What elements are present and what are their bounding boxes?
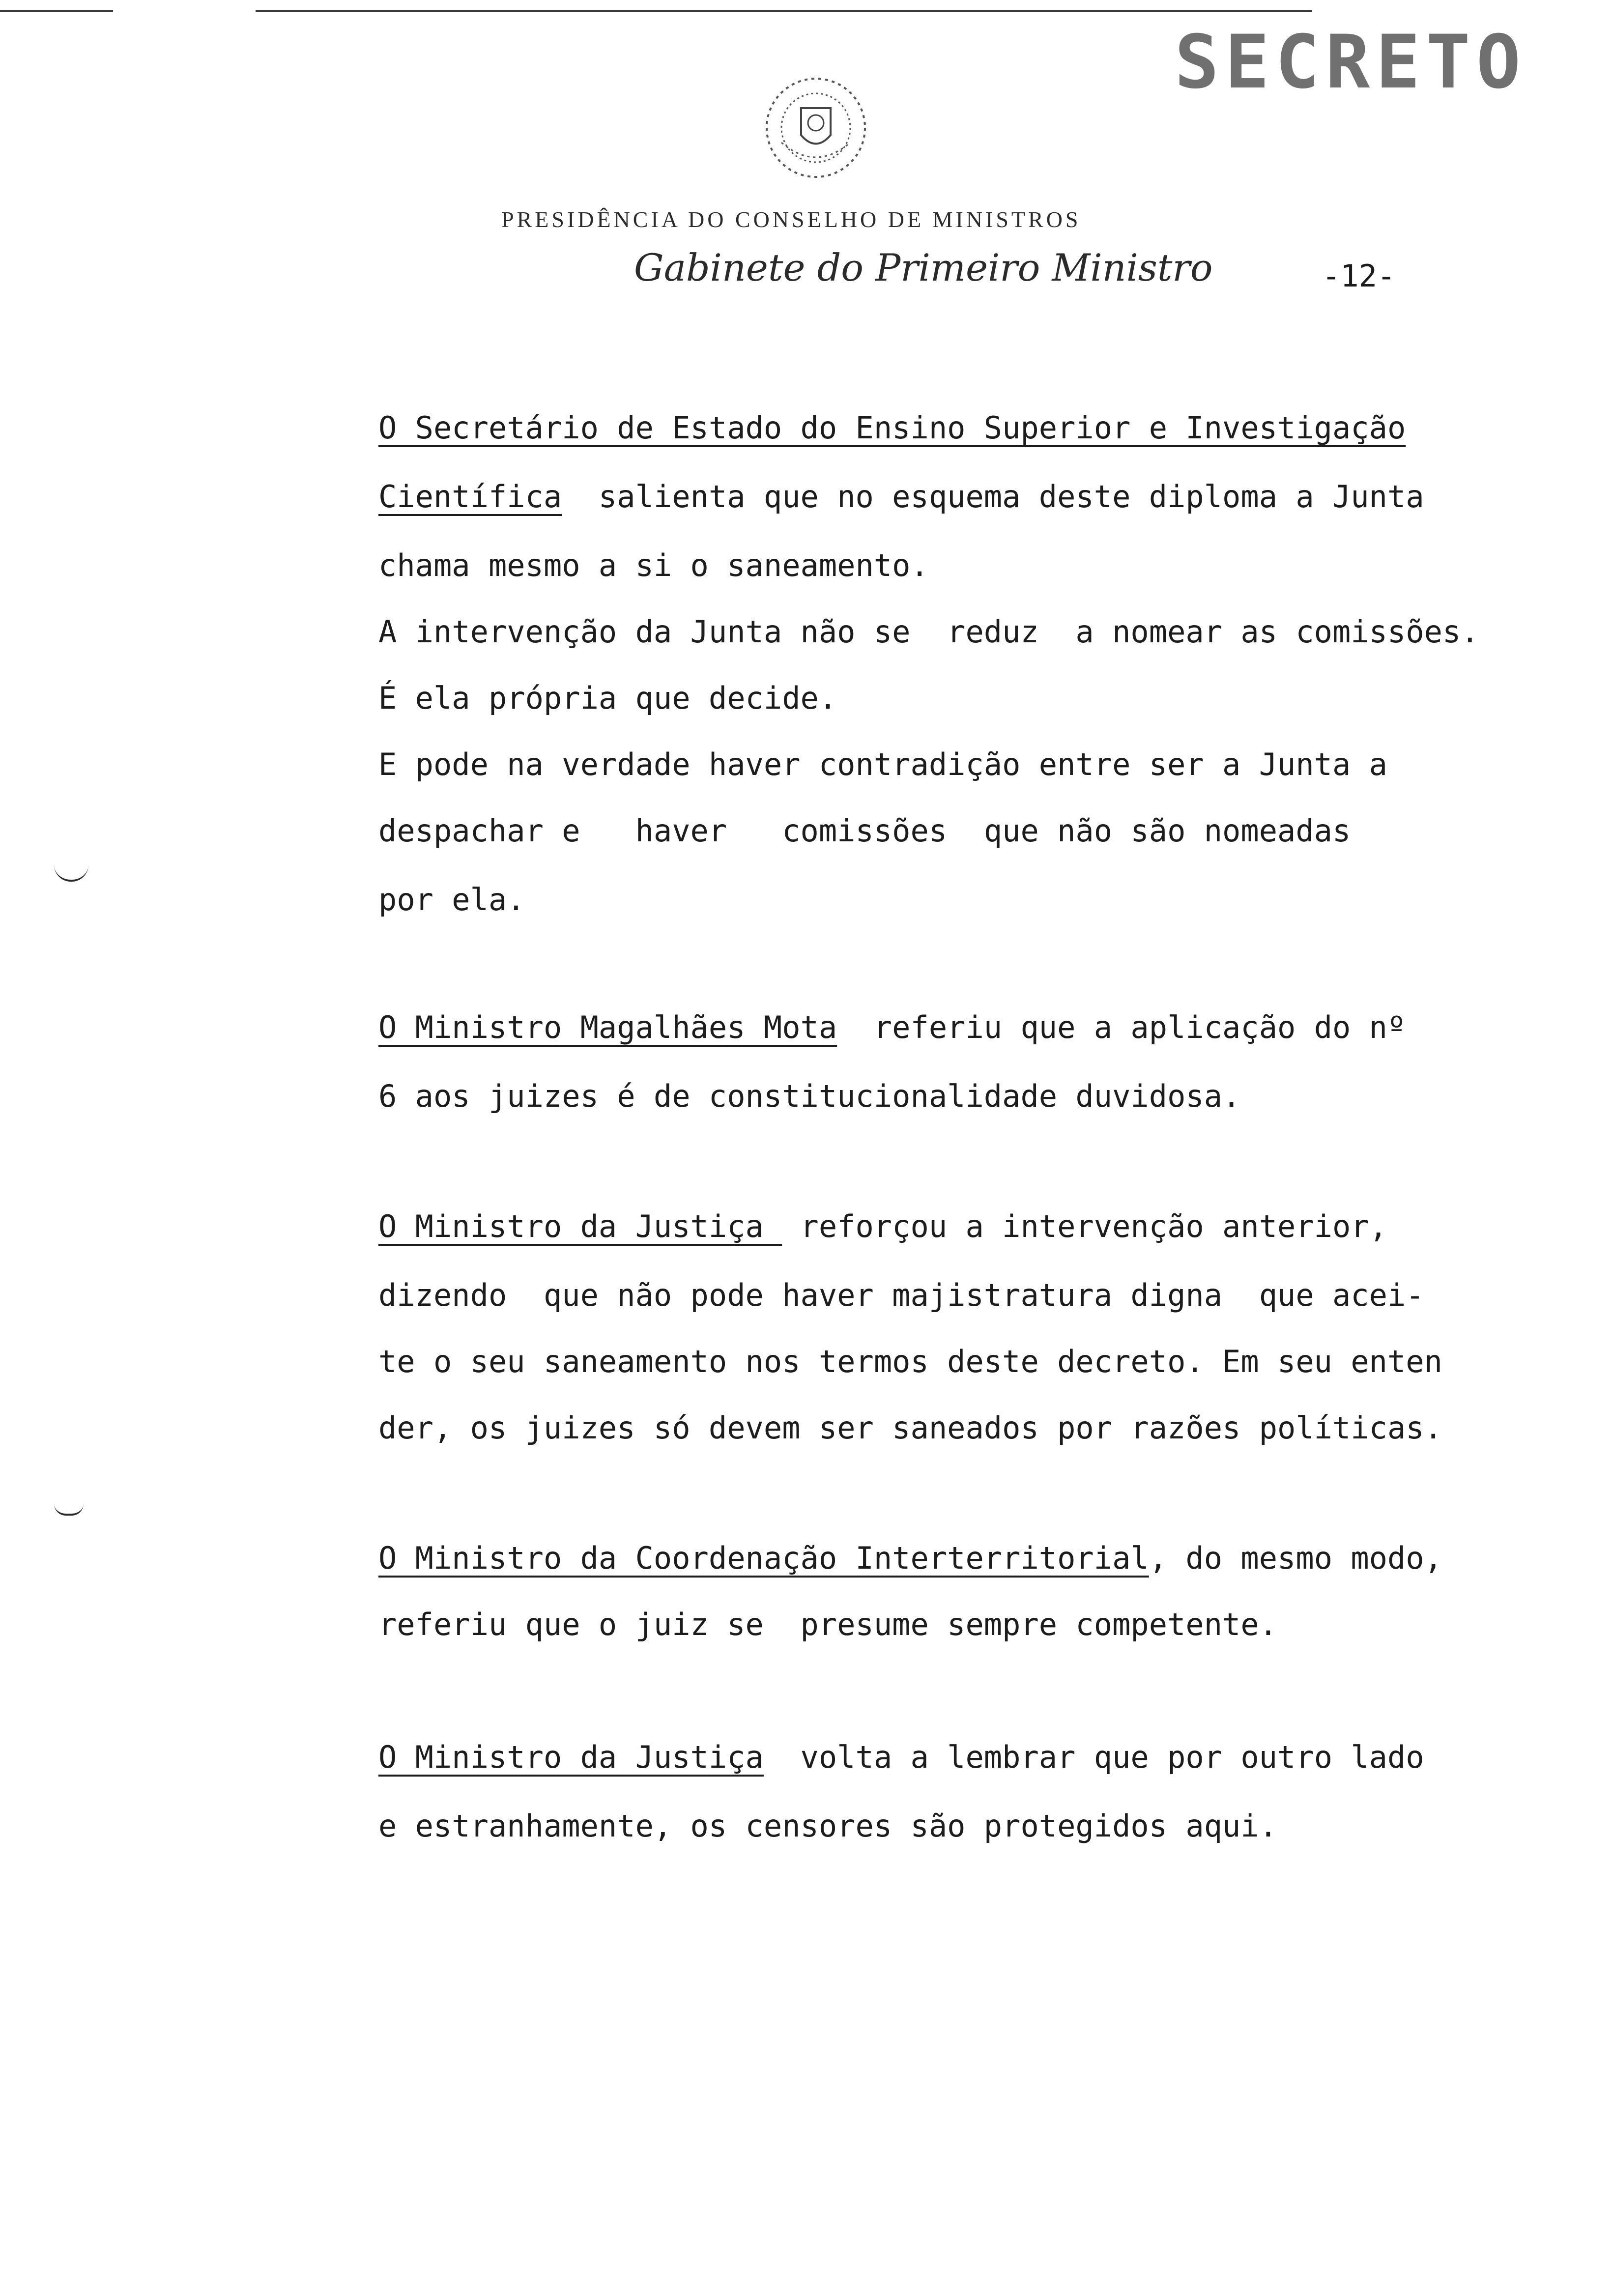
- body-line: dizendo que não pode haver majistratura digna que acei-: [378, 1277, 1424, 1313]
- body-line: der, os juizes só devem ser saneados por razões políticas.: [378, 1410, 1442, 1446]
- body-line: A intervenção da Junta não se reduz a nomear as comissões.: [378, 614, 1479, 650]
- speaker-name: O Ministro da Coordenação Interterritorial: [378, 1540, 1149, 1576]
- line-text: referiu que a aplicação do nº: [837, 1009, 1406, 1045]
- body-line: [378, 410, 1406, 446]
- speaker-name: O Ministro da Justiça: [378, 1208, 782, 1244]
- body-line: referiu que o juiz se presume sempre competente.: [378, 1607, 1278, 1642]
- top-rule-left: [0, 10, 113, 12]
- margin-mark: [54, 1504, 84, 1516]
- line-text: volta a lembrar que por outro lado: [763, 1739, 1424, 1775]
- body-line: te o seu saneamento nos termos deste decreto. Em seu enten: [378, 1344, 1442, 1379]
- line-text: , do mesmo modo,: [1149, 1540, 1442, 1576]
- national-seal-icon: [757, 69, 875, 187]
- page-number: -12-: [1322, 258, 1396, 294]
- speaker-name: O Ministro da Justiça: [378, 1739, 764, 1775]
- body-line: [378, 1540, 1442, 1576]
- body-line: [378, 479, 1424, 515]
- speaker-name: O Ministro Magalhães Mota: [378, 1009, 837, 1045]
- line-text: salienta que no esquema deste diploma a Junta: [562, 479, 1424, 515]
- line-text: reforçou a intervenção anterior,: [782, 1208, 1387, 1244]
- body-line: [378, 1739, 1424, 1775]
- speaker-name: Científica: [378, 479, 562, 515]
- body-line: E pode na verdade haver contradição entre ser a Junta a: [378, 746, 1387, 782]
- body-line: chama mesmo a si o saneamento.: [378, 547, 929, 583]
- body-line: e estranhamente, os censores são protegidos aqui.: [378, 1808, 1278, 1844]
- body-line: [378, 1208, 1387, 1244]
- body-line: É ela própria que decide.: [378, 680, 837, 716]
- margin-mark: [54, 865, 88, 882]
- speaker-name: O Secretário de Estado do Ensino Superior e Investigação: [378, 410, 1406, 446]
- cabinet-subtitle: Gabinete do Primeiro Ministro: [634, 246, 1213, 289]
- body-line: 6 aos juizes é de constitucionalidade duvidosa.: [378, 1078, 1241, 1114]
- office-title: PRESIDÊNCIA DO CONSELHO DE MINISTROS: [501, 207, 1081, 232]
- body-line: [378, 1009, 1406, 1045]
- body-line: por ela.: [378, 882, 525, 918]
- top-rule-right: [256, 10, 1312, 12]
- body-line: despachar e haver comissões que não são nomeadas: [378, 813, 1351, 849]
- classification-stamp: SECRETO: [1175, 20, 1527, 105]
